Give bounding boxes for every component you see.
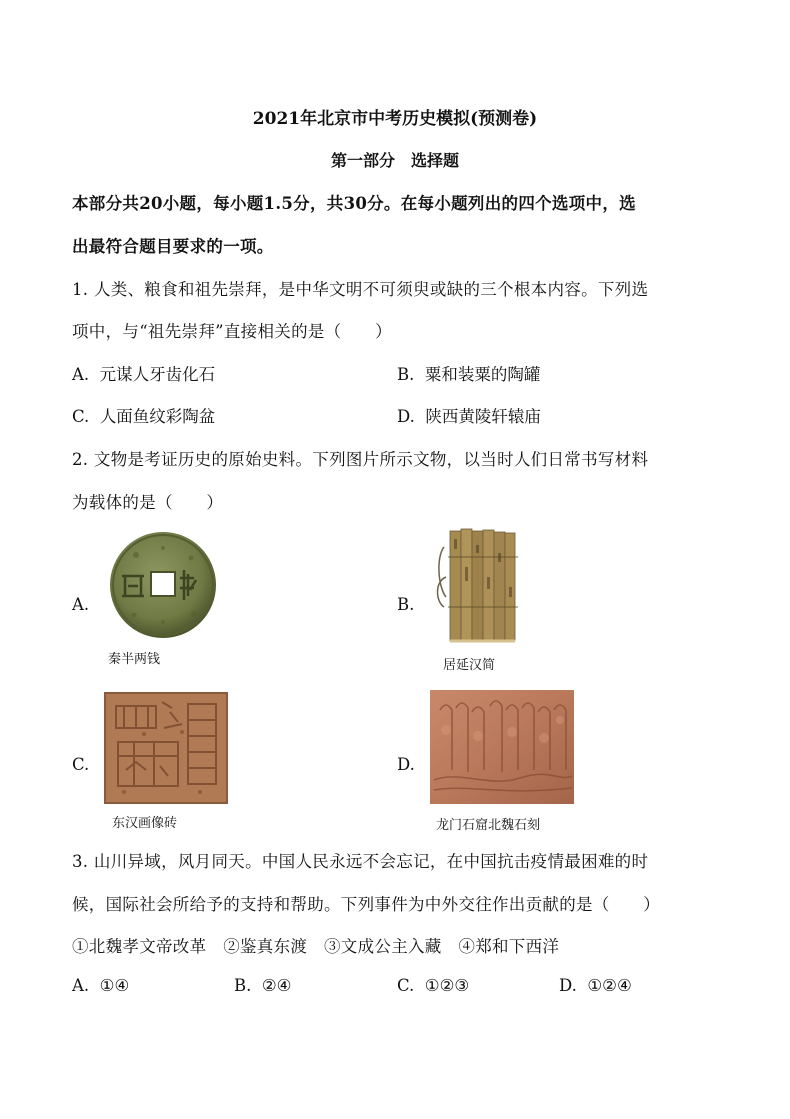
qin-banliang-coin-image	[106, 530, 220, 640]
option-text: ①②④	[587, 976, 632, 995]
option-letter: C.	[397, 976, 415, 995]
q2-option-c-caption: 东汉画像砖	[112, 816, 178, 831]
q1-stem-line-1: 1. 人类、粮食和祖先崇拜，是中华文明不可须臾或缺的三个根本内容。下列选	[72, 280, 649, 299]
q1-option-d[interactable]	[397, 403, 541, 427]
juyan-bamboo-slips-image	[430, 527, 520, 645]
option-text: 人面鱼纹彩陶盆	[99, 407, 216, 426]
q2-option-b-caption: 居延汉简	[443, 658, 496, 673]
q3-option-b[interactable]	[234, 976, 291, 995]
option-letter: A.	[72, 976, 90, 995]
q3-items: ①北魏孝文帝改革 ②鉴真东渡 ③文成公主入藏 ④郑和下西洋	[72, 937, 560, 956]
q3-stem-line-2: 候，国际社会所给予的支持和帮助。下列事件为中外交往作出贡献的是（ ）	[72, 895, 660, 914]
q2-stem-line-1: 2. 文物是考证历史的原始史料。下列图片所示文物，以当时人们日常书写材料	[72, 450, 649, 469]
q2-option-d-caption: 龙门石窟北魏石刻	[436, 818, 541, 833]
q3-option-a[interactable]	[72, 976, 129, 995]
q1-option-a[interactable]	[72, 361, 215, 385]
q1-stem-line-2: 项中，与“祖先崇拜”直接相关的是（ ）	[72, 322, 392, 341]
section-title: 第一部分 选择题	[330, 151, 459, 170]
page-title: 2021年北京市中考历史模拟(预测卷)	[252, 109, 538, 129]
option-letter: D.	[397, 407, 415, 426]
q2-option-a-letter[interactable]: A.	[72, 595, 90, 614]
q3-option-c[interactable]	[397, 976, 469, 995]
q2-option-c-letter[interactable]: C.	[72, 755, 90, 774]
option-letter: D.	[559, 976, 577, 995]
q2-option-a-caption: 秦半两钱	[108, 652, 161, 667]
option-text: 陕西黄陵轩辕庙	[425, 407, 541, 426]
q1-option-c[interactable]	[72, 403, 215, 427]
longmen-grottoes-relief-image	[430, 690, 574, 804]
instructions-line-1: 本部分共20小题，每小题1.5分，共30分。在每小题列出的四个选项中，选	[72, 194, 636, 213]
option-text: ①④	[99, 976, 130, 995]
q2-stem-line-2: 为载体的是（ ）	[72, 493, 224, 512]
option-letter: C.	[72, 407, 90, 426]
option-letter: A.	[72, 365, 90, 384]
q3-option-d[interactable]	[559, 976, 632, 995]
option-letter: B.	[234, 976, 252, 995]
q3-stem-line-1: 3. 山川异域，风月同天。中国人民永远不会忘记，在中国抗击疫情最困难的时	[72, 852, 649, 871]
q2-option-b-letter[interactable]: B.	[397, 595, 415, 614]
eastern-han-brick-image	[104, 692, 228, 804]
option-text: ①②③	[424, 976, 470, 995]
q2-option-d-letter[interactable]: D.	[397, 755, 415, 774]
option-text: 元谋人牙齿化石	[99, 365, 216, 384]
option-letter: B.	[397, 365, 415, 384]
option-text: ②④	[261, 976, 292, 995]
option-text: 粟和装粟的陶罐	[424, 365, 541, 384]
instructions-line-2: 出最符合题目要求的一项。	[72, 237, 274, 256]
q1-option-b[interactable]	[397, 361, 540, 385]
